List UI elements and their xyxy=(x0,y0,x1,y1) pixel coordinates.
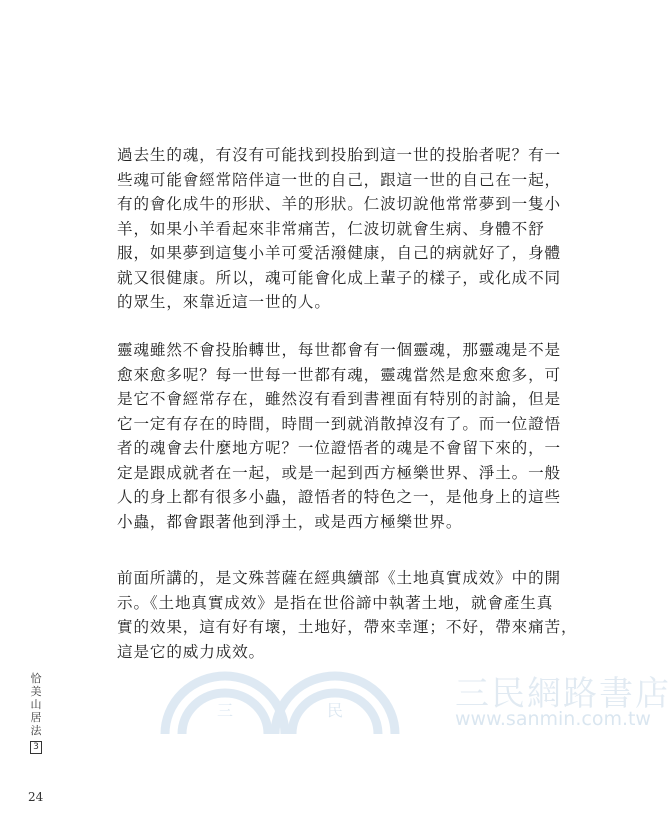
running-title-char: 美 xyxy=(30,685,42,698)
text-line: 的眾生，來靠近這一世的人。 xyxy=(117,293,331,311)
text-line: 愈來愈多呢？每一世每一世都有魂，靈魂當然是愈來愈多，可 xyxy=(117,365,561,384)
watermark-char: 民 xyxy=(327,701,344,720)
watermark-char: 三 xyxy=(217,701,234,720)
running-title-char: 法 xyxy=(30,724,42,737)
watermark-arches-logo xyxy=(155,672,455,734)
watermark-title: 三民網路書店 xyxy=(455,674,671,714)
text-line: 服，如果夢到這隻小羊可愛活潑健康，自己的病就好了，身體 xyxy=(117,244,561,262)
running-title-char: 居 xyxy=(30,711,42,724)
text-line: 它一定有存在的時間，時間一到就消散掉沒有了。而一位證悟 xyxy=(117,414,561,433)
text-line: 過去生的魂，有沒有可能找到投胎到這一世的投胎者呢？有一 xyxy=(117,146,561,164)
text-line: 小蟲，都會跟著他到淨土，或是西方極樂世界。 xyxy=(117,512,463,531)
text-line: 羊，如果小羊看起來非常痛苦，仁波切就會生病、身體不舒 xyxy=(117,219,545,238)
text-line: 是它不會經常存在，雖然沒有看到書裡面有特別的討論，但是 xyxy=(117,390,561,408)
text-line: 些魂可能會經常陪伴這一世的自己，跟這一世的自己在一起， xyxy=(117,170,561,189)
page-number: 24 xyxy=(28,790,44,804)
text-line: 這是它的威力成效。 xyxy=(117,642,265,661)
text-line: 者的魂會去什麼地方呢？一位證悟者的魂是不會留下來的，一 xyxy=(117,439,561,457)
running-title-char: 恰 xyxy=(30,672,42,685)
text-line: 就又很健康。所以，魂可能會化成上輩子的樣子，或化成不同 xyxy=(117,268,561,287)
volume-number: 3 xyxy=(30,741,42,754)
text-line: 人的身上都有很多小蟲，證悟者的特色之一，是他身上的這些 xyxy=(117,488,561,506)
paragraph-1 xyxy=(117,143,561,315)
watermark-url: www.sanmin.com.tw xyxy=(455,708,651,730)
text-line: 定是跟成就者在一起，或是一起到西方極樂世界、淨土。一般 xyxy=(117,463,561,482)
paragraph-2 xyxy=(117,338,561,534)
watermark xyxy=(155,672,671,734)
text-line: 實的效果，這有好有壞，土地好，帶來幸運；不好，帶來痛苦， xyxy=(117,618,578,636)
paragraph-3 xyxy=(117,566,578,664)
text-line: 有的會化成牛的形狀、羊的形狀。仁波切說他常常夢到一隻小 xyxy=(117,195,561,213)
text-line: 前面所講的，是文殊菩薩在經典續部《土地真實成效》中的開 xyxy=(117,569,561,587)
text-line: 示。《土地真實成效》是指在世俗諦中執著土地，就會產生真 xyxy=(117,593,554,612)
text-line: 靈魂雖然不會投胎轉世，每世都會有一個靈魂，那靈魂是不是 xyxy=(117,341,561,359)
running-title-char: 山 xyxy=(30,698,42,711)
running-title xyxy=(29,672,43,754)
